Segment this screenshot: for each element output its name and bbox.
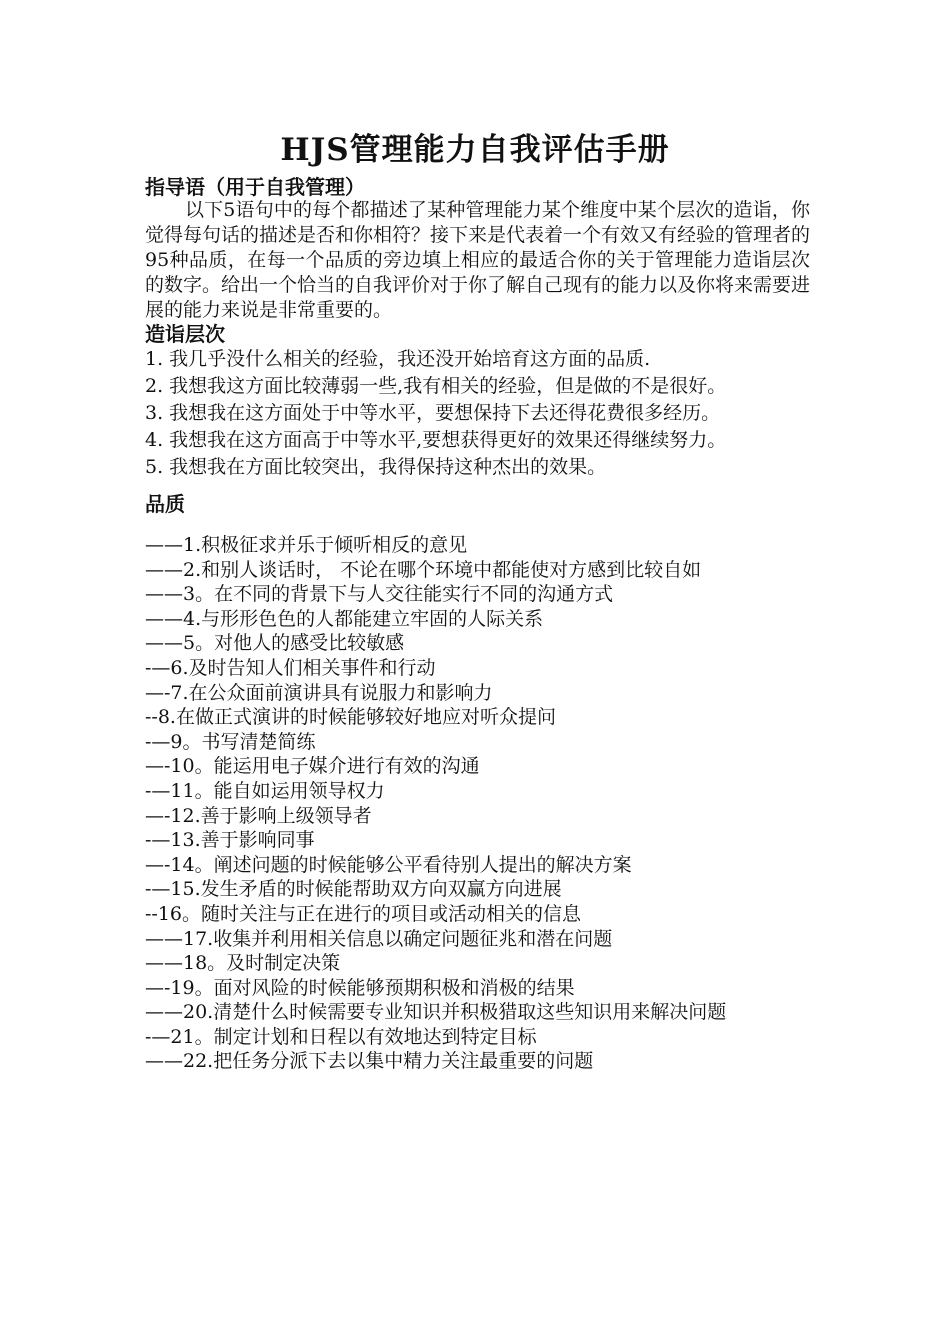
quality-item: —-10。能运用电子媒介进行有效的沟通 (145, 755, 480, 778)
guide-paragraph: 以下5语句中的每个都描述了某种管理能力某个维度中某个层次的造诣，你觉得每句话的描述是否和你相符？接下来是代表着一个有效又有经验的管理者的95种品质，在每一个品质的旁边填上相应的最适合你的关于管理能力造诣层次的数字。给出一个恰当的自我评价对于你了解自己现有的能力以及你将来需要进展的能力来说是非常重要的。 (145, 199, 811, 321)
quality-item: -—9。书写清楚简练 (145, 730, 316, 753)
quality-item: —-14。阐述问题的时候能够公平看待别人提出的解决方案 (145, 853, 632, 876)
guide-heading: 指导语（用于自我管理） (145, 175, 365, 199)
quality-item: -—15.发生矛盾的时候能帮助双方向双赢方向进展 (145, 878, 562, 901)
document-title: HJS管理能力自我评估手册 (280, 132, 670, 168)
quality-list (145, 533, 810, 1074)
quality-item: —-19。面对风险的时候能够预期积极和消极的结果 (145, 976, 575, 999)
quality-heading: 品质 (145, 492, 185, 516)
level-item: 4. 我想我在这方面高于中等水平,要想获得更好的效果还得继续努力。 (145, 429, 727, 451)
quality-item: ——1.积极征求并乐于倾听相反的意见 (145, 534, 468, 556)
quality-item: -—13.善于影响同事 (145, 829, 315, 852)
quality-item: --16。随时关注与正在进行的项目或活动相关的信息 (145, 902, 582, 925)
levels-heading: 造诣层次 (145, 322, 225, 346)
level-item: 1. 我几乎没什么相关的经验，我还没开始培育这方面的品质. (145, 348, 651, 370)
quality-item: -—11。能自如运用领导权力 (145, 779, 385, 802)
levels-list (145, 347, 810, 479)
quality-item: —-7.在公众面前演讲具有说服力和影响力 (145, 681, 493, 704)
level-item: 5. 我想我在方面比较突出，我得保持这种杰出的效果。 (145, 456, 607, 478)
quality-item: ——3。在不同的背景下与人交往能实行不同的沟通方式 (145, 583, 614, 606)
quality-item: ——20.清楚什么时候需要专业知识并积极猎取这些知识用来解决问题 (145, 1001, 727, 1024)
quality-item: ——17.收集并利用相关信息以确定问题征兆和潜在问题 (145, 927, 613, 950)
quality-item: -—21。制定计划和日程以有效地达到特定目标 (145, 1025, 537, 1048)
quality-item: --8.在做正式演讲的时候能够较好地应对听众提问 (145, 706, 556, 729)
document-body (145, 176, 810, 1074)
level-item: 2. 我想我这方面比较薄弱一些,我有相关的经验，但是做的不是很好。 (145, 375, 727, 397)
quality-item: ——18。及时制定决策 (145, 952, 341, 975)
quality-item: ——22.把任务分派下去以集中精力关注最重要的问题 (145, 1050, 594, 1073)
level-item: 3. 我想我在这方面处于中等水平，要想保持下去还得花费很多经历。 (145, 402, 721, 424)
quality-item: -—6.及时告知人们相关事件和行动 (145, 656, 436, 679)
quality-item: —-12.善于影响上级领导者 (145, 804, 372, 827)
quality-item: ——2.和别人谈话时， 不论在哪个环境中都能使对方感到比较自如 (145, 558, 702, 581)
quality-item: ——4.与形形色色的人都能建立牢固的人际关系 (145, 607, 544, 630)
quality-item: ——5。对他人的感受比较敏感 (145, 632, 405, 655)
